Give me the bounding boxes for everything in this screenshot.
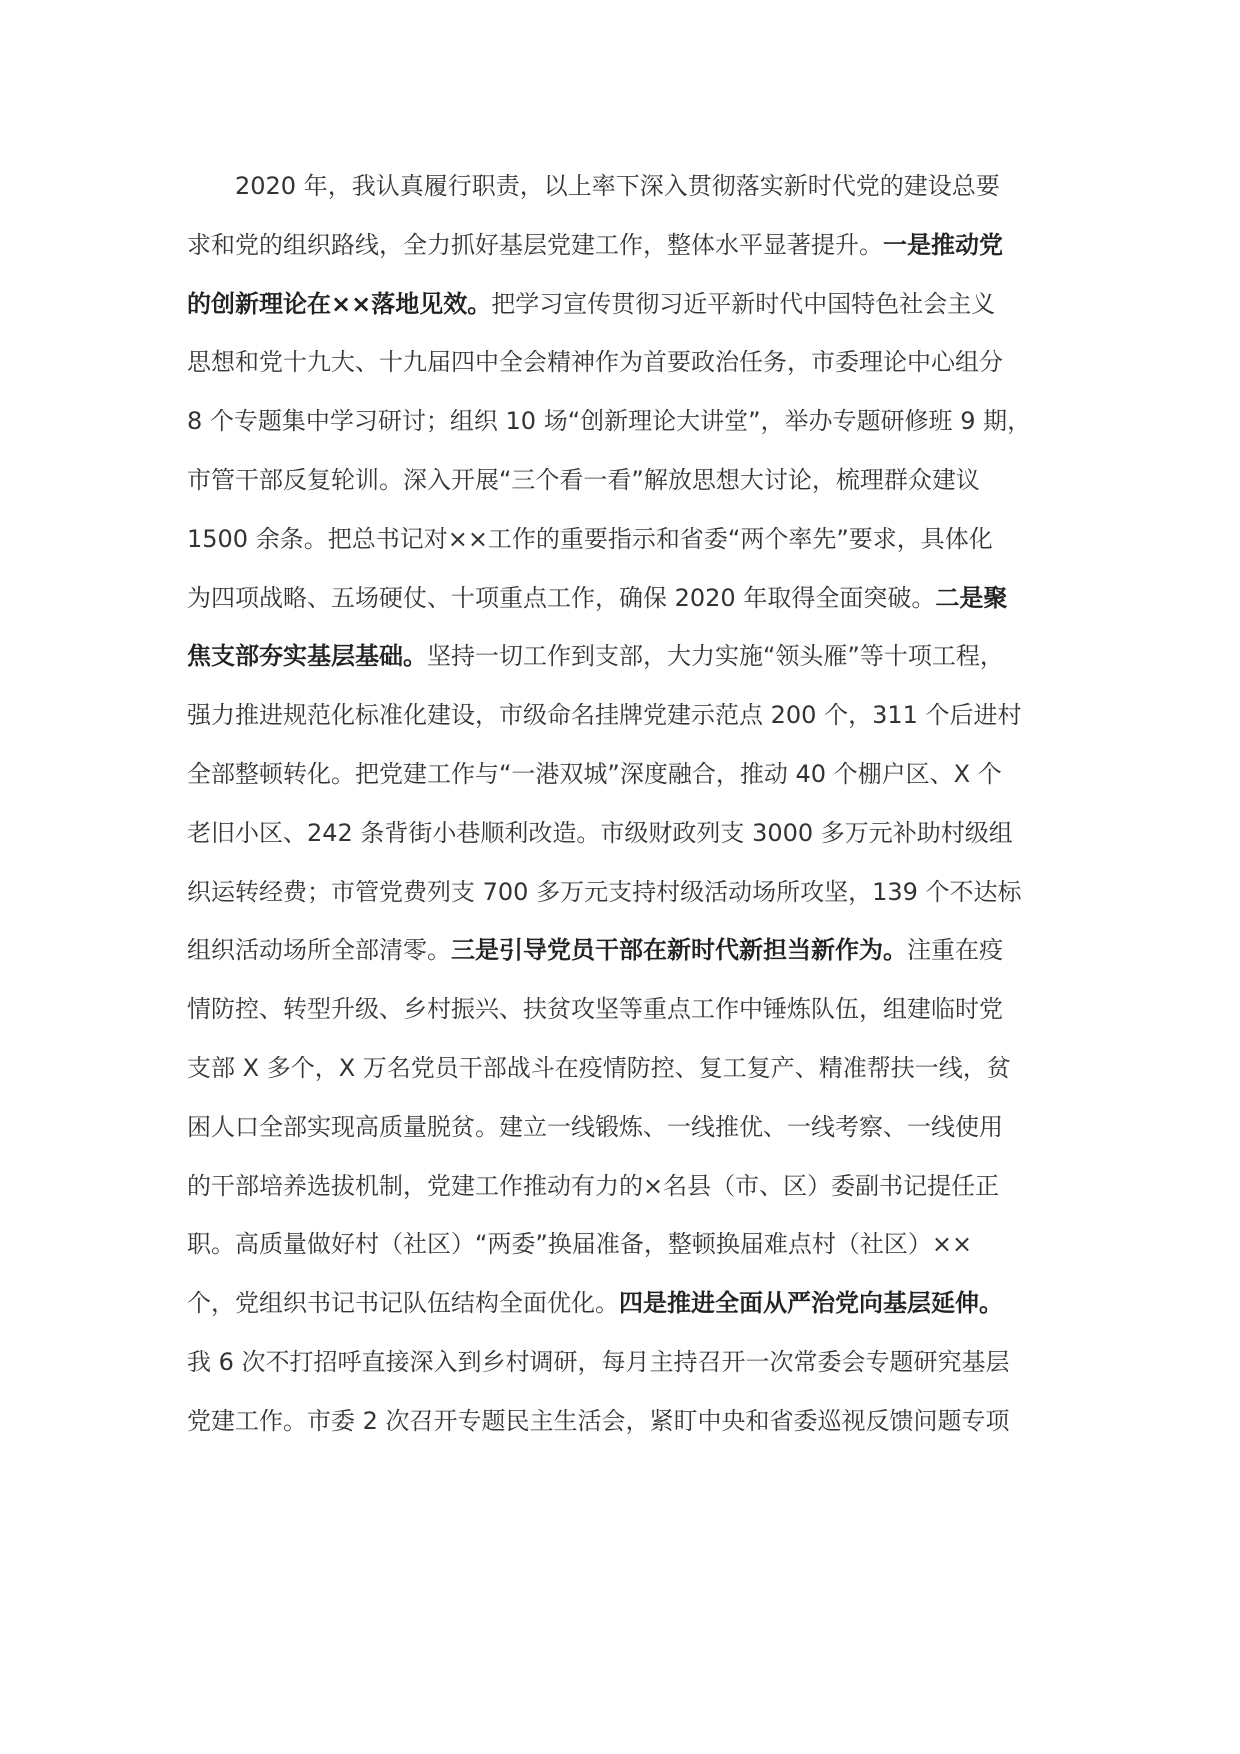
text-line xyxy=(187,1401,1087,1441)
body-text: 2020 年，我认真履行职责，以上率下深入贯彻落实新时代党的建设总要 xyxy=(235,172,1000,200)
text-line xyxy=(187,578,1087,618)
text-line xyxy=(187,284,1087,324)
text-line xyxy=(187,342,1087,382)
text-line xyxy=(187,1283,1087,1323)
bold-heading-text: 三是引导党员干部在新时代新担当新作为。 xyxy=(451,936,907,965)
body-text: 个，党组织书记书记队伍结构全面优化。 xyxy=(187,1289,619,1318)
body-text: 1500 余条。把总书记对××工作的重要指示和省委“两个率先”要求，具体化 xyxy=(187,524,993,553)
body-text: 思想和党十九大、十九届四中全会精神作为首要政治任务，市委理论中心组分 xyxy=(187,348,1003,377)
text-line xyxy=(187,1166,1087,1206)
text-line xyxy=(187,1342,1087,1382)
text-line xyxy=(187,460,1087,500)
body-text: 注重在疫 xyxy=(907,936,1003,965)
body-text: 把学习宣传贯彻习近平新时代中国特色社会主义 xyxy=(491,289,996,318)
text-line xyxy=(187,813,1087,853)
text-line xyxy=(187,519,1087,559)
body-text: 为四项战略、五场硬仗、十项重点工作，确保 2020 年取得全面突破。 xyxy=(187,583,936,612)
bold-heading-text: 二是聚 xyxy=(935,583,1008,612)
text-line xyxy=(187,989,1087,1029)
bold-heading-text: 一是推动党 xyxy=(883,230,1003,259)
text-line xyxy=(187,1048,1087,1088)
text-line xyxy=(187,695,1087,735)
body-text: 全部整顿转化。把党建工作与“一港双城”深度融合，推动 40 个棚户区、X 个 xyxy=(187,760,1002,788)
body-text: 市管干部反复轮训。深入开展“三个看一看”解放思想大讨论，梳理群众建议 xyxy=(187,466,980,494)
bold-heading-text: 四是推进全面从严治党向基层延伸。 xyxy=(619,1289,1003,1318)
body-text: 求和党的组织路线，全力抓好基层党建工作，整体水平显著提升。 xyxy=(187,230,883,259)
body-text: 党建工作。市委 2 次召开专题民主生活会，紧盯中央和省委巡视反馈问题专项 xyxy=(187,1406,1010,1435)
text-line xyxy=(187,1224,1087,1264)
bold-heading-text: 焦支部夯实基层基础。 xyxy=(187,642,427,671)
text-line xyxy=(187,930,1087,970)
body-text: 我 6 次不打招呼直接深入到乡村调研，每月主持召开一次常委会专题研究基层 xyxy=(187,1348,1010,1376)
text-line xyxy=(187,754,1087,794)
body-text: 老旧小区、242 条背街小巷顺利改造。市级财政列支 3000 多万元补助村级组 xyxy=(187,818,1013,847)
body-text: 组织活动场所全部清零。 xyxy=(187,936,451,965)
body-text: 8 个专题集中学习研讨；组织 10 场“创新理论大讲堂”，举办专题研修班 9 期， xyxy=(187,407,1032,436)
body-text: 困人口全部实现高质量脱贫。建立一线锻炼、一线推优、一线考察、一线使用 xyxy=(187,1112,1003,1141)
text-line xyxy=(187,166,1135,206)
body-text: 织运转经费；市管党费列支 700 多万元支持村级活动场所攻坚，139 个不达标 xyxy=(187,877,1022,906)
text-line xyxy=(187,1107,1087,1147)
body-text: 的干部培养选拔机制，党建工作推动有力的×名县（市、区）委副书记提任正 xyxy=(187,1171,1000,1200)
body-text: 职。高质量做好村（社区）“两委”换届准备，整顿换届难点村（社区）×× xyxy=(187,1230,973,1259)
text-line xyxy=(187,225,1087,265)
body-text: 强力推进规范化标准化建设，市级命名挂牌党建示范点 200 个，311 个后进村 xyxy=(187,701,1022,730)
body-text: 支部 X 多个，X 万名党员干部战斗在疫情防控、复工复产、精准帮扶一线，贫 xyxy=(187,1054,1011,1082)
text-line xyxy=(187,872,1087,912)
text-line xyxy=(187,636,1087,676)
body-text: 情防控、转型升级、乡村振兴、扶贫攻坚等重点工作中锤炼队伍，组建临时党 xyxy=(187,995,1003,1024)
bold-heading-text: 的创新理论在××落地见效。 xyxy=(187,289,492,318)
body-text: 坚持一切工作到支部，大力实施“领头雁”等十项工程， xyxy=(427,642,1004,671)
text-line xyxy=(187,401,1087,441)
